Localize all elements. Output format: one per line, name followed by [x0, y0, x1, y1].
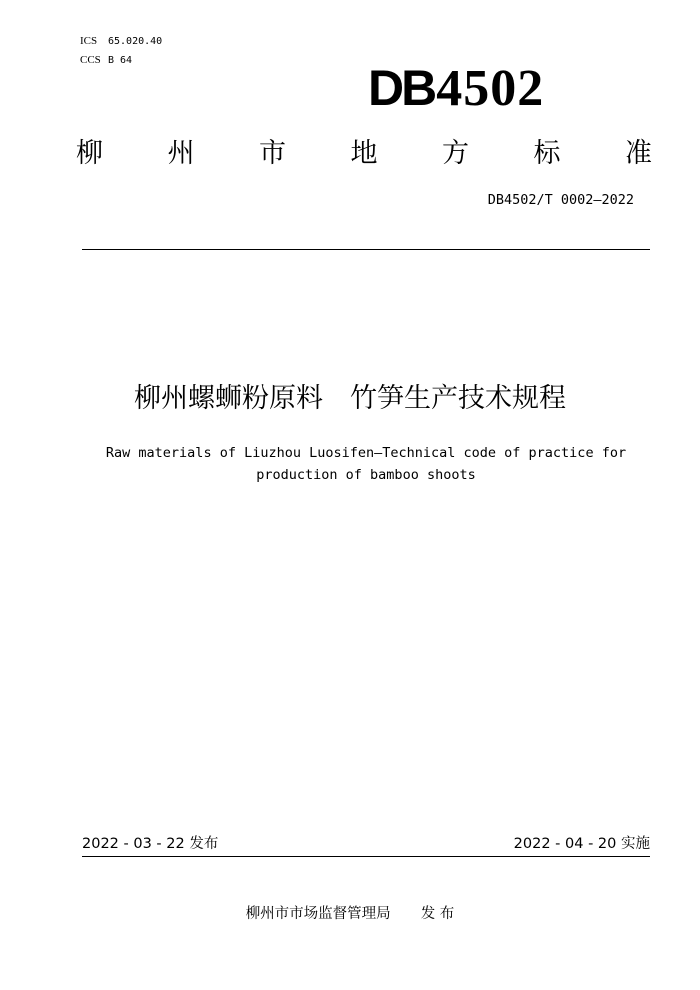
- standard-type-char: 标: [533, 138, 561, 169]
- bottom-divider: [82, 856, 650, 857]
- publisher: [0, 903, 700, 925]
- implementation-date: 2022 - 04 - 20 实施: [513, 836, 650, 852]
- ics-label: ICS: [80, 35, 98, 47]
- ccs-value: B 64: [108, 55, 133, 66]
- ics-code: [80, 34, 162, 49]
- ics-value: 65.020.40: [108, 36, 163, 47]
- db-number: 4502: [436, 60, 545, 117]
- title-english-line-1: Raw materials of Liuzhou Luosifen—Technical code of practice for: [105, 445, 627, 461]
- standard-type-char: 市: [259, 138, 286, 169]
- standard-type-char: 方: [442, 138, 469, 169]
- title-chinese: 柳州螺蛳粉原料 竹笋生产技术规程: [134, 383, 566, 414]
- standard-type-char: 柳: [76, 138, 103, 169]
- title-english: [60, 442, 672, 486]
- ccs-code: [80, 53, 132, 68]
- standard-type-char: 地: [350, 138, 378, 169]
- db-prefix: DB: [368, 60, 435, 116]
- standard-number: DB4502/T 0002—2022: [487, 192, 634, 208]
- standard-type-char: 准: [625, 138, 652, 169]
- standard-type-heading: [76, 136, 652, 172]
- ccs-label: CCS: [80, 54, 101, 66]
- issue-date: 2022 - 03 - 22 发布: [82, 836, 219, 852]
- db-standard-mark: [368, 60, 608, 116]
- top-divider: [82, 249, 650, 250]
- publisher-action: 发 布: [420, 906, 455, 922]
- standard-type-char: 州: [167, 138, 195, 169]
- publisher-name: 柳州市市场监督管理局: [245, 906, 391, 922]
- title-english-line-2: production of bamboo shoots: [256, 467, 476, 483]
